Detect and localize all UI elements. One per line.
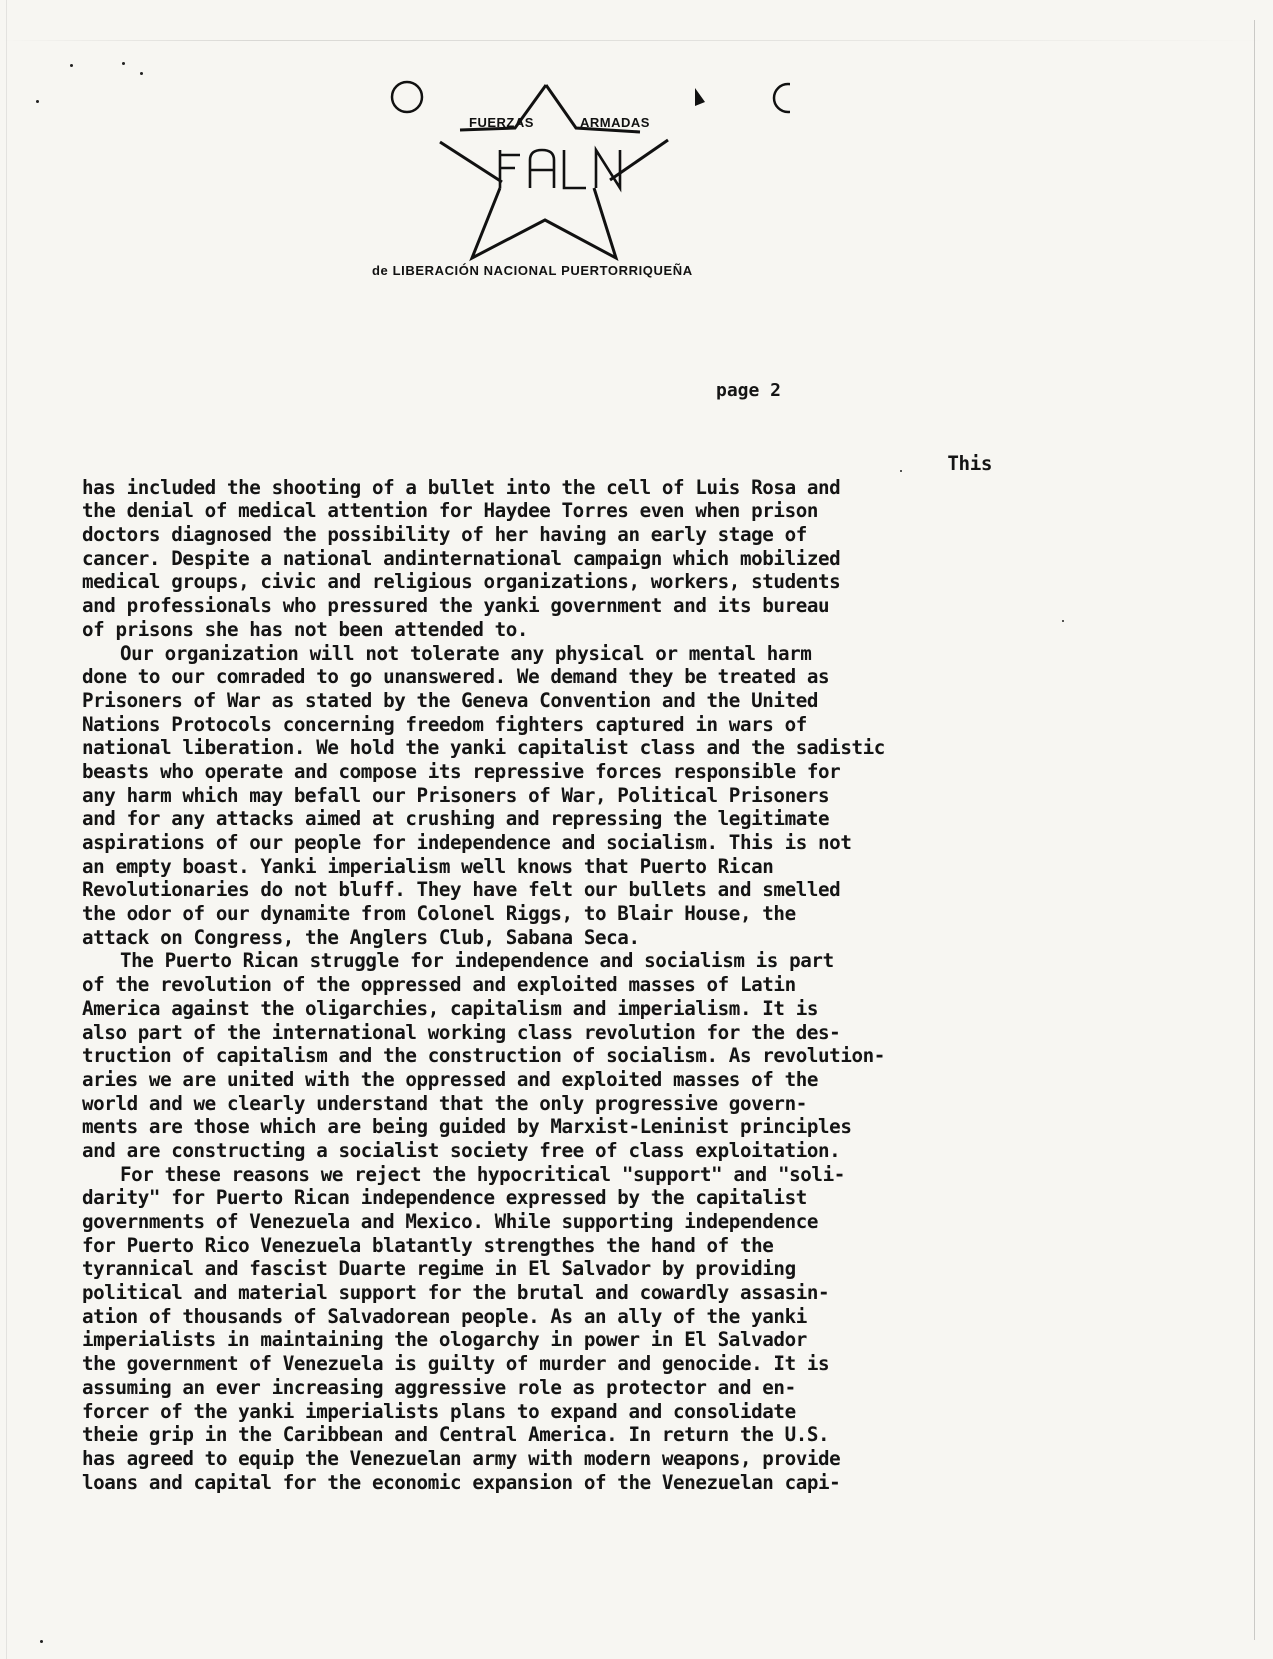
- text-line: ments are those which are being guided by Marxist-Leninist principles: [82, 1115, 852, 1139]
- text-line: medical groups, civic and religious organizations, workers, students: [82, 570, 841, 594]
- text-line: For these reasons we reject the hypocritical "support" and "soli-: [120, 1162, 845, 1186]
- scan-edge-left: [6, 0, 7, 1659]
- text-line: forcer of the yanki imperialists plans to expand and consolidate: [82, 1399, 796, 1423]
- text-line: ation of thousands of Salvadorean people. As an ally of the yanki: [82, 1304, 807, 1328]
- text-line: done to our comraded to go unanswered. We demand they be treated as: [82, 665, 830, 689]
- logo-word-armadas: ARMADAS: [580, 115, 650, 130]
- text-line: loans and capital for the economic expansion of the Venezuelan capi-: [82, 1470, 841, 1494]
- text-line: America against the oligarchies, capitalism and imperialism. It is: [82, 996, 819, 1020]
- text-line: and are constructing a socialist society free of class exploitation.: [82, 1138, 841, 1162]
- text-line: imperialists in maintaining the ologarchy in power in El Salvador: [82, 1328, 807, 1352]
- text-line: Our organization will not tolerate any physical or mental harm: [120, 641, 812, 665]
- text-line: the government of Venezuela is guilty of murder and genocide. It is: [82, 1352, 830, 1376]
- text-line: the denial of medical attention for Haydee Torres even when prison: [82, 499, 819, 523]
- logo-word-fuerzas: FUERZAS: [469, 115, 534, 130]
- text-line: theie grip in the Caribbean and Central America. In return the U.S.: [82, 1423, 830, 1447]
- text-line: and for any attacks aimed at crushing and repressing the legitimate: [82, 807, 830, 831]
- text-line: doctors diagnosed the possibility of her having an early stage of: [82, 523, 807, 547]
- text-line: of the revolution of the oppressed and exploited masses of Latin: [82, 973, 796, 997]
- text-line: aries we are united with the oppressed and exploited masses of the: [82, 1067, 819, 1091]
- scan-speck: [1062, 620, 1064, 622]
- text-line: has agreed to equip the Venezuelan army with modern weapons, provide: [82, 1446, 841, 1470]
- text-line: This: [947, 452, 992, 475]
- page-number: page 2: [716, 380, 782, 401]
- letter-body: [82, 452, 1002, 1494]
- text-line: beasts who operate and compose its repressive forces responsible for: [82, 759, 841, 783]
- text-line: Prisoners of War as stated by the Geneva Convention and the United: [82, 688, 819, 712]
- text-line: also part of the international working class revolution for the des-: [82, 1020, 841, 1044]
- text-line: for Puerto Rico Venezuela blatantly strengthes the hand of the: [82, 1233, 774, 1257]
- text-line: tyrannical and fascist Duarte regime in El Salvador by providing: [82, 1257, 796, 1281]
- scan-speck: [36, 100, 39, 103]
- text-line: darity" for Puerto Rican independence expressed by the capitalist: [82, 1186, 807, 1210]
- scan-speck: [122, 62, 125, 65]
- text-line: aspirations of our people for independence and socialism. This is not: [82, 831, 852, 854]
- text-line: cancer. Despite a national andinternational campaign which mobilized: [82, 546, 841, 570]
- text-line: and professionals who pressured the yanki government and its bureau: [82, 594, 830, 618]
- text-line: truction of capitalism and the construction of socialism. As revolution-: [82, 1044, 885, 1068]
- text-line: Nations Protocols concerning freedom fighters captured in wars of: [82, 712, 807, 736]
- logo-subtitle: de LIBERACIÓN NACIONAL PUERTORRIQUEÑA: [372, 263, 693, 278]
- text-line: an empty boast. Yanki imperialism well knows that Puerto Rican: [82, 854, 774, 878]
- scan-speck: [70, 64, 73, 67]
- text-line: The Puerto Rican struggle for independence and socialism is part: [120, 949, 834, 973]
- text-line: attack on Congress, the Anglers Club, Sabana Seca.: [82, 925, 640, 949]
- text-line: national liberation. We hold the yanki capitalist class and the sadistic: [82, 736, 885, 760]
- faln-logo: [350, 60, 790, 290]
- text-line: world and we clearly understand that the only progressive govern-: [82, 1091, 807, 1115]
- text-line: the odor of our dynamite from Colonel Riggs, to Blair House, the: [82, 902, 796, 926]
- text-line: of prisons she has not been attended to.: [82, 617, 529, 641]
- text-line: has included the shooting of a bullet into the cell of Luis Rosa and: [82, 475, 841, 499]
- text-line: Revolutionaries do not bluff. They have felt our bullets and smelled: [82, 878, 841, 902]
- text-line: any harm which may befall our Prisoners of War, Political Prisoners: [82, 783, 830, 807]
- scan-edge-right: [1254, 20, 1255, 1640]
- text-line: political and material support for the brutal and cowardly assasin-: [82, 1281, 830, 1305]
- text-line: assuming an ever increasing aggressive role as protector and en-: [82, 1375, 796, 1399]
- scan-edge-top: [0, 40, 1273, 41]
- scan-speck: [40, 1640, 43, 1643]
- scan-speck: [140, 72, 143, 75]
- star-emblem-icon: [350, 60, 790, 290]
- text-line: governments of Venezuela and Mexico. While supporting independence: [82, 1210, 819, 1233]
